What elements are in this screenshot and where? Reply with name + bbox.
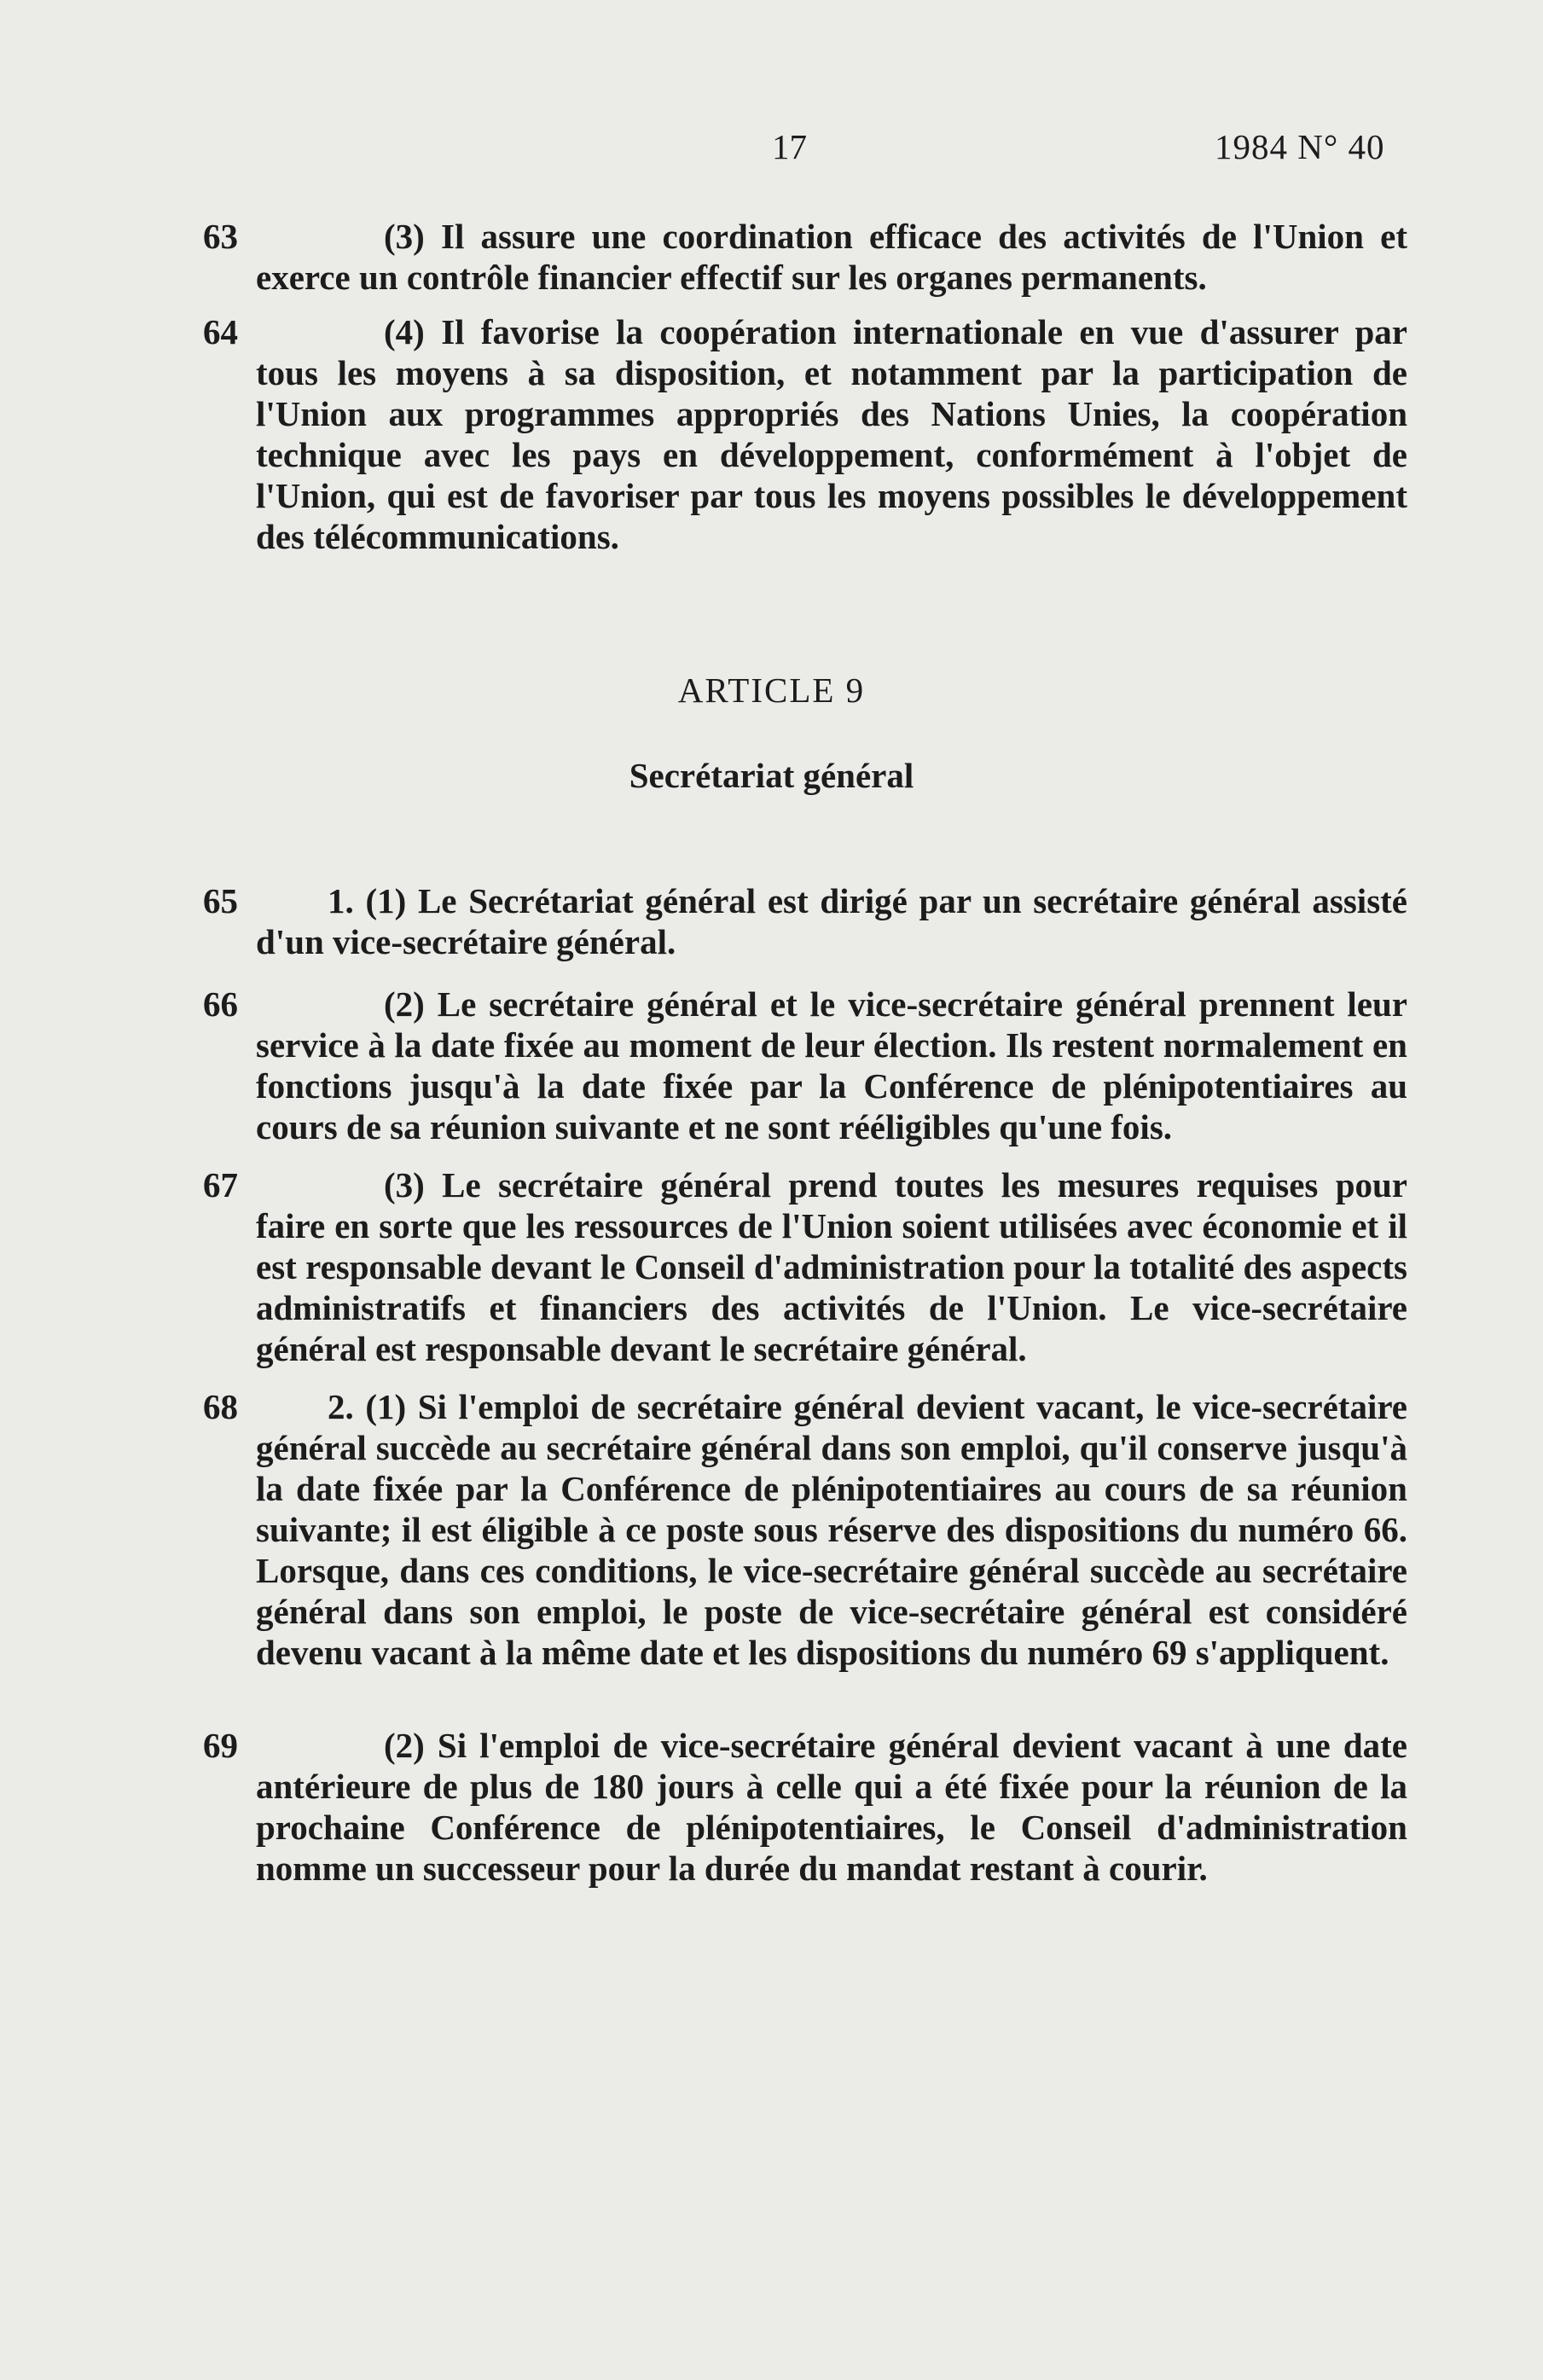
paragraph-lead: 2. (1)	[328, 1387, 407, 1426]
paragraph-text: Le secrétaire général prend toutes les mesures requises pour faire en sorte que les ressources de l'Union soient utilisées avec économie et il est responsable devant le Conseil d'administration pour la totalité des aspects administratifs et financiers des activités de l'Union. Le vice-secrétaire général est responsable devant le secrétaire général.	[256, 1165, 1407, 1368]
paragraph-68	[205, 1386, 1407, 1673]
paragraph-65	[205, 880, 1407, 962]
paragraph-64	[205, 311, 1407, 557]
section-title: Secrétariat général	[629, 756, 914, 795]
paragraph-lead: (2)	[384, 984, 425, 1024]
paragraph-lead: (3)	[384, 1165, 425, 1205]
paragraph-text: Il favorise la coopération internationale en vue d'assurer par tous les moyens à sa disposition, et notamment par la participation de l'Union aux programmes appropriés des Nations Unies, la coopération technique avec les pays en développement, conformément à l'objet de l'Union, qui est de favoriser par tous les moyens possibles le développement des télécommunications.	[256, 312, 1408, 556]
article-title: ARTICLE 9	[677, 670, 866, 710]
margin-number: 66	[203, 984, 238, 1024]
paragraph-lead: (3)	[384, 217, 425, 256]
paragraph-text: Le secrétaire général et le vice-secrétaire général prennent leur service à la date fixée au moment de leur élection. Ils restent normalement en fonctions jusqu'à la date fixée par la Conférence de plénipotentiaires au cours de sa réunion suivante et ne sont rééligibles qu'une fois.	[256, 984, 1408, 1146]
paragraph-text: Si l'emploi de secrétaire général devient vacant, le vice-secrétaire général succède au secrétaire général dans son emploi, qu'il conserve jusqu'à la date fixée par la Conférence de plénipotentiaires au cours de sa réunion suivante; il est éligible à ce poste sous réserve des dispositions du numéro 66. Lorsque, dans ces conditions, le vice-secrétaire général succède au secrétaire général dans son emploi, le poste de vice-secrétaire général est considéré devenu vacant à la même date et les dispositions du numéro 69 s'appliquent.	[256, 1387, 1408, 1672]
paragraph-lead: (2)	[384, 1726, 425, 1765]
paragraph-63	[205, 216, 1407, 298]
margin-number: 65	[203, 881, 238, 920]
margin-number: 67	[203, 1165, 238, 1205]
margin-number: 63	[203, 217, 238, 256]
paragraph-69	[205, 1725, 1407, 1889]
paragraph-66	[205, 984, 1407, 1147]
margin-number: 69	[203, 1726, 238, 1765]
paragraph-lead: (4)	[384, 312, 425, 351]
margin-number: 68	[203, 1387, 238, 1426]
paragraph-text: Si l'emploi de vice-secrétaire général devient vacant à une date antérieure de plus de 180 jours à celle qui a été fixée pour la réunion de la prochaine Conférence de plénipotentiaires, le Conseil d'administration nomme un successeur pour la durée du mandat restant à courir.	[256, 1726, 1407, 1888]
paragraph-text: Il assure une coordination efficace des activités de l'Union et exerce un contrôle financier effectif sur les organes permanents.	[256, 217, 1407, 297]
paragraph-lead: 1. (1)	[328, 881, 407, 920]
paragraph-67	[205, 1164, 1407, 1369]
paragraph-text: Le Secrétariat général est dirigé par un secrétaire général assisté d'un vice-secrétaire général.	[256, 881, 1408, 961]
margin-number: 64	[203, 312, 238, 351]
document-reference: 1984 N° 40	[1215, 127, 1385, 166]
page-number: 17	[772, 127, 807, 166]
